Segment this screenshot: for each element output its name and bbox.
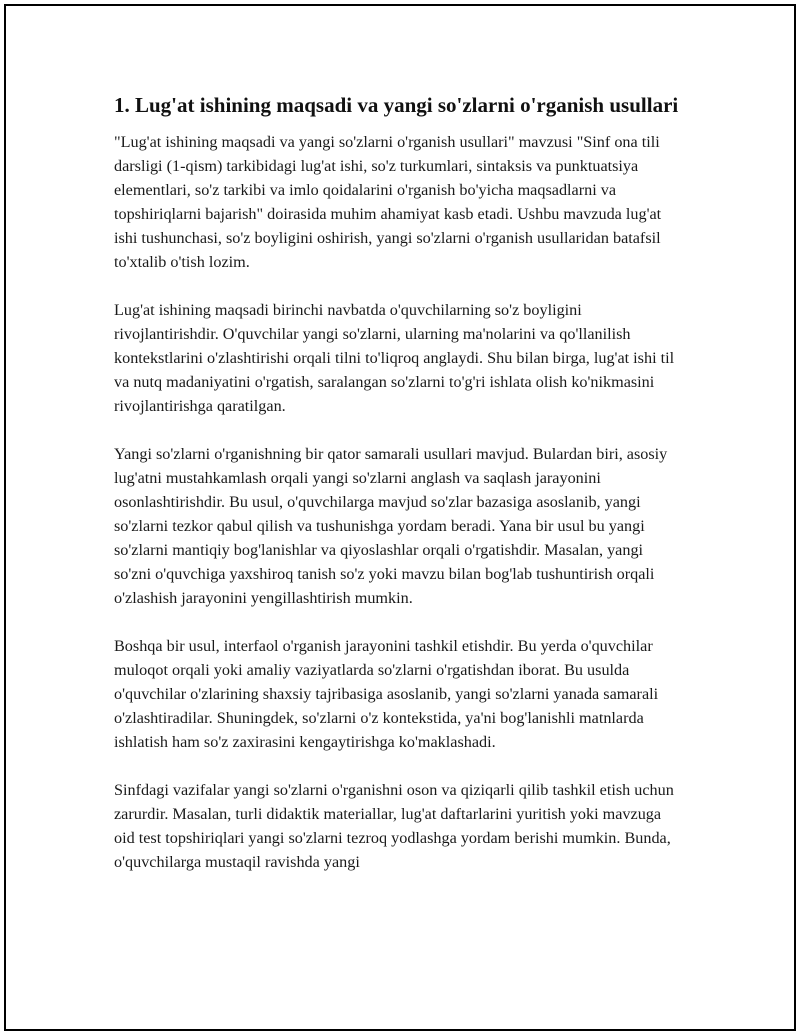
paragraph-5: Sinfdagi vazifalar yangi so'zlarni o'rganishni oson va qiziqarli qilib tashkil etish uchun zarurdir. Masalan, turli didaktik materiallar, lug'at daftarlarini yuritish yoki mavzuga oid test topshiriqlari yangi so'zlarni tezroq yodlashga yordam berishi mumkin. Bunda, o'quvchilarga mustaqil ravishda yangi [114,781,674,871]
paragraph-3: Yangi so'zlarni o'rganishning bir qator samarali usullari mavjud. Bulardan biri, asosiy lug'atni mustahkamlash orqali yangi so'zlarni anglash va saqlash jarayonini osonlashtirishdir. Bu usul, o'quvchilarga mavjud so'zlar bazasiga asoslanib, yangi so'zlarni tezkor qabul qilish va tushunishga yordam beradi. Yana bir usul bu yangi so'zlarni mantiqiy bog'lanishlar va qiyoslashlar orqali o'rgatishdir. Masalan, yangi so'zni o'quvchiga yaxshiroq tanish so'z yoki mavzu bilan bog'lab tushuntirish orqali o'zlashish jarayonini yengillashtirish mumkin. [114,445,668,607]
paragraph-2: Lug'at ishining maqsadi birinchi navbatda o'quvchilarning so'z boyligini rivojlantirishdir. O'quvchilar yangi so'zlarni, ularning ma'nolarini va qo'llanilish kontekstlarini o'zlashtirishi orqali tilni to'liqroq anglaydi. Shu bilan birga, lug'at ishi til va nutq madaniyatini o'rgatish, saralangan so'zlarni to'g'ri ishlata olish ko'nikmasini rivojlantirishga qaratilgan. [114,301,675,415]
section-heading: 1. Lug'at ishining maqsadi va yangi so'zlarni o'rganish usullari [114,93,679,117]
paragraph-4: Boshqa bir usul, interfaol o'rganish jarayonini tashkil etishdir. Bu yerda o'quvchilar muloqot orqali yoki amaliy vaziyatlarda so'zlarni o'rgatishdan iborat. Bu usulda o'quvchilar o'zlarining shaxsiy tajribasiga asoslanib, yangi so'zlarni yanada samarali o'zlashtiradilar. Shuningdek, so'zlarni o'z kontekstida, ya'ni bog'lanishli matnlarda ishlatish ham so'z zaxirasini kengaytirishga ko'maklashadi. [114,637,659,751]
document-body [114,92,684,898]
paragraph-1: "Lug'at ishining maqsadi va yangi so'zlarni o'rganish usullari" mavzusi "Sinf ona tili darsligi (1-qism) tarkibidagi lug'at ishi, so'z turkumlari, sintaksis va punktuatsiya elementlari, so'z tarkibi va imlo qoidalarini o'rganish bo'yicha maqsadlarni va topshiriqlarni bajarish" doirasida muhim ahamiyat kasb etadi. Ushbu mavzuda lug'at ishi tushunchasi, so'z boyligini oshirish, yangi so'zlarni o'rganish usullaridan batafsil to'xtalib o'tish lozim. [114,133,662,271]
